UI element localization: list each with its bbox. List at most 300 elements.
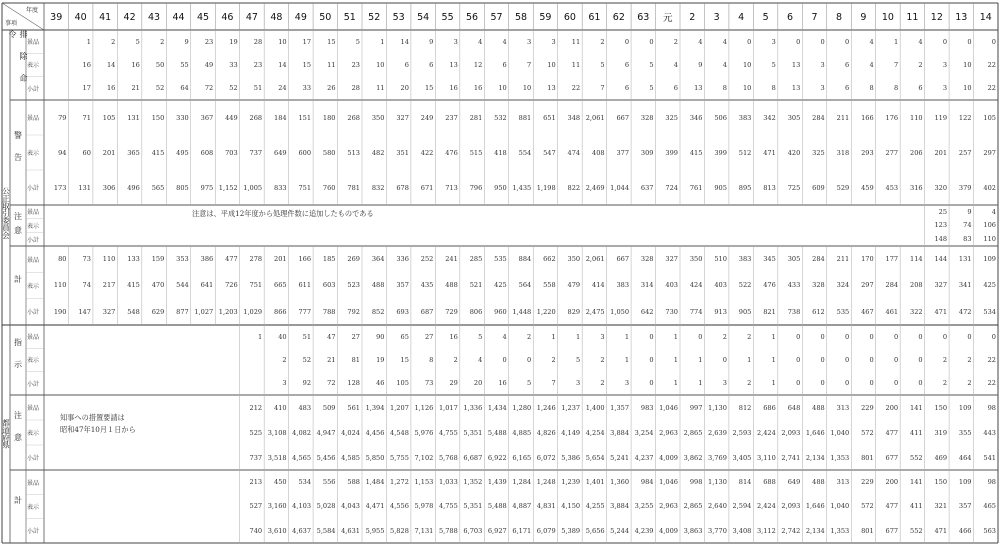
- chui-lower-cell: 4,237: [634, 453, 654, 462]
- kei-lower-cell: 1,439: [487, 478, 507, 487]
- meirei-cell: 15: [302, 60, 312, 69]
- keikoku-cell: 1,198: [536, 183, 556, 192]
- meirei-cell: 17: [302, 37, 312, 46]
- row-sub-label: 景品: [27, 209, 40, 217]
- meirei-cell: 55: [180, 60, 189, 69]
- keikoku-cell: 94: [58, 148, 67, 157]
- keikoku-cell: 306: [102, 183, 116, 192]
- meirei-cell: 5: [600, 60, 605, 69]
- keikoku-cell: 725: [787, 183, 801, 192]
- chui-lower-cell: 1,646: [805, 428, 825, 437]
- kei-lower-cell: 984: [640, 478, 654, 487]
- kei-lower-cell: 1,353: [830, 526, 850, 535]
- shiji-cell: 0: [918, 355, 923, 364]
- chui-lower-cell: 319: [934, 428, 948, 437]
- keikoku-cell: 297: [983, 148, 996, 157]
- kei-upper-cell: 383: [616, 281, 630, 290]
- shiji-cell: 0: [820, 379, 825, 388]
- section-label-prefecture: 都道府県: [1, 419, 11, 449]
- kei-upper-cell: 414: [592, 281, 605, 290]
- kei-upper-cell: 327: [665, 255, 678, 264]
- kei-upper-cell: 252: [420, 255, 434, 264]
- keikoku-cell: 348: [567, 113, 581, 122]
- kei-lower-cell: 2,424: [756, 502, 776, 511]
- chui-lower-cell: 1,130: [708, 403, 727, 412]
- meirei-cell: 4: [722, 37, 727, 46]
- meirei-cell: 6: [624, 60, 630, 69]
- chui-lower-cell: 3,769: [708, 453, 727, 462]
- kei-upper-cell: 364: [371, 255, 385, 264]
- kei-lower-cell: 2,963: [659, 502, 678, 511]
- meirei-cell: 23: [253, 60, 263, 69]
- kei-upper-cell: 461: [885, 307, 899, 316]
- keikoku-cell: 367: [200, 113, 214, 122]
- shiji-cell: 0: [918, 332, 923, 341]
- group-label-chui-upper: 注意: [13, 211, 23, 240]
- kei-upper-cell: 433: [787, 281, 801, 290]
- kei-lower-cell: 4,637: [292, 526, 312, 535]
- group-label-chui-lower: 注意: [13, 410, 23, 455]
- shiji-cell: 52: [302, 355, 312, 364]
- keikoku-cell: 822: [567, 183, 581, 192]
- kei-upper-cell: 788: [322, 307, 336, 316]
- keikoku-cell: 377: [616, 148, 630, 157]
- kei-upper-cell: 913: [714, 307, 727, 316]
- keikoku-cell: 131: [78, 183, 91, 192]
- chui-lower-cell: 212: [249, 403, 263, 412]
- shiji-cell: 0: [918, 379, 923, 388]
- keikoku-cell: 713: [445, 183, 458, 192]
- note-lower-line2: 昭和47年10月１日から: [60, 425, 136, 434]
- year-header: 49: [294, 11, 307, 23]
- kei-lower-cell: 998: [689, 478, 703, 487]
- chui-upper-cell: 9: [967, 207, 972, 216]
- kei-upper-cell: 284: [885, 281, 899, 290]
- shiji-cell: 0: [820, 332, 825, 341]
- kei-upper-cell: 1,027: [194, 307, 214, 316]
- kei-upper-cell: 170: [861, 255, 874, 264]
- meirei-cell: 10: [742, 60, 752, 69]
- chui-lower-cell: 3,110: [756, 453, 776, 462]
- chui-lower-cell: 488: [812, 403, 825, 412]
- chui-lower-cell: 5,386: [561, 453, 581, 462]
- kei-upper-cell: 611: [298, 281, 312, 290]
- chui-lower-cell: 1,017: [438, 403, 458, 412]
- kei-lower-cell: 4,755: [438, 502, 458, 511]
- keikoku-cell: 512: [738, 148, 752, 157]
- corner-label-item: 事項: [5, 20, 18, 27]
- kei-lower-cell: 471: [934, 526, 948, 535]
- keikoku-cell: 600: [298, 148, 312, 157]
- kei-upper-cell: 190: [53, 307, 67, 316]
- shiji-cell: 7: [551, 379, 556, 388]
- keikoku-cell: 60: [82, 148, 91, 157]
- kei-upper-cell: 2,061: [585, 255, 605, 264]
- year-header: 50: [319, 11, 332, 23]
- chui-lower-cell: 3,862: [683, 453, 703, 462]
- year-header: 59: [539, 11, 552, 23]
- chui-lower-cell: 5,755: [390, 453, 409, 462]
- year-header: 6: [787, 11, 794, 23]
- kei-upper-cell: 774: [689, 307, 703, 316]
- kei-upper-cell: 884: [518, 255, 532, 264]
- kei-upper-cell: 415: [127, 281, 140, 290]
- shiji-cell: 2: [967, 355, 972, 364]
- shiji-cell: 5: [478, 332, 483, 341]
- meirei-cell: 0: [845, 37, 850, 46]
- shiji-cell: 1: [551, 332, 556, 341]
- keikoku-cell: 330: [176, 113, 189, 122]
- keikoku-cell: 399: [665, 148, 678, 157]
- meirei-cell: 4: [869, 60, 874, 69]
- chui-lower-cell: 2,639: [708, 428, 727, 437]
- kei-upper-cell: 211: [836, 255, 850, 264]
- meirei-cell: 0: [796, 37, 801, 46]
- shiji-cell: 2: [942, 355, 948, 364]
- kei-upper-cell: 877: [176, 307, 189, 316]
- kei-lower-cell: 4,150: [561, 502, 581, 511]
- kei-upper-cell: 109: [983, 255, 996, 264]
- chui-lower-cell: 1,207: [390, 403, 409, 412]
- shiji-cell: 1: [747, 355, 752, 364]
- chui-lower-cell: 801: [861, 453, 874, 462]
- keikoku-cell: 532: [494, 113, 507, 122]
- kei-lower-cell: 1,046: [659, 478, 678, 487]
- meirei-cell: 16: [449, 84, 458, 93]
- keikoku-cell: 805: [176, 183, 189, 192]
- kei-upper-cell: 305: [787, 255, 801, 264]
- chui-lower-cell: 5,768: [438, 453, 458, 462]
- kei-lower-cell: 563: [983, 526, 996, 535]
- meirei-cell: 3: [551, 37, 556, 46]
- chui-lower-cell: 229: [861, 403, 874, 412]
- meirei-cell: 26: [327, 84, 336, 93]
- kei-upper-cell: 383: [738, 255, 752, 264]
- kei-upper-cell: 144: [934, 255, 948, 264]
- corner-label-year: 年度: [26, 7, 39, 14]
- meirei-cell: 13: [547, 84, 556, 93]
- meirei-cell: 28: [351, 84, 360, 93]
- keikoku-cell: 506: [714, 113, 727, 122]
- keikoku-cell: 173: [53, 183, 67, 192]
- chui-upper-cell: 148: [934, 235, 948, 244]
- keikoku-cell: 325: [812, 148, 825, 157]
- meirei-cell: 9: [429, 37, 434, 46]
- shiji-cell: 0: [698, 332, 703, 341]
- meirei-cell: 1: [86, 37, 91, 46]
- meirei-cell: 3: [820, 84, 825, 93]
- shiji-cell: 0: [845, 355, 850, 364]
- kei-upper-cell: 403: [665, 281, 678, 290]
- meirei-cell: 28: [253, 37, 263, 46]
- shiji-cell: 0: [967, 332, 972, 341]
- shiji-cell: 2: [967, 379, 972, 388]
- shiji-cell: 0: [869, 355, 874, 364]
- keikoku-cell: 950: [494, 183, 507, 192]
- meirei-cell: 0: [991, 37, 996, 46]
- row-sub-label: 表示: [27, 430, 40, 437]
- meirei-cell: 0: [967, 37, 972, 46]
- kei-upper-cell: 269: [347, 255, 360, 264]
- row-sub-label: 景品: [27, 256, 40, 264]
- meirei-cell: 6: [673, 84, 678, 93]
- chui-lower-cell: 686: [763, 403, 776, 412]
- keikoku-cell: 482: [371, 148, 385, 157]
- kei-upper-cell: 386: [200, 255, 214, 264]
- year-header: 42: [123, 11, 136, 23]
- chui-lower-cell: 3,518: [267, 453, 287, 462]
- shiji-cell: 2: [747, 332, 752, 341]
- meirei-cell: 5: [771, 60, 776, 69]
- meirei-cell: 2: [918, 60, 923, 69]
- meirei-cell: 16: [131, 60, 140, 69]
- shiji-cell: 5: [575, 355, 581, 364]
- meirei-cell: 7: [527, 60, 532, 69]
- meirei-cell: 6: [502, 60, 507, 69]
- kei-lower-cell: 534: [298, 478, 312, 487]
- chui-lower-cell: 3,884: [610, 428, 630, 437]
- meirei-cell: 6: [429, 60, 434, 69]
- chui-lower-cell: 1,394: [365, 403, 385, 412]
- chui-lower-cell: 4,947: [316, 428, 336, 437]
- chui-lower-cell: 200: [885, 403, 899, 412]
- meirei-cell: 13: [694, 84, 703, 93]
- shiji-cell: 105: [396, 379, 409, 388]
- shiji-cell: 0: [796, 379, 801, 388]
- meirei-cell: 21: [131, 84, 140, 93]
- keikoku-cell: 206: [910, 148, 923, 157]
- keikoku-cell: 513: [347, 148, 360, 157]
- kei-lower-cell: 5,656: [585, 526, 605, 535]
- chui-lower-cell: 464: [958, 453, 972, 462]
- keikoku-cell: 637: [640, 183, 654, 192]
- keikoku-cell: 474: [567, 148, 581, 157]
- meirei-cell: 24: [278, 84, 287, 93]
- kei-upper-cell: 73: [82, 255, 91, 264]
- shiji-cell: 5: [527, 379, 532, 388]
- shiji-cell: 1: [771, 379, 776, 388]
- meirei-cell: 0: [942, 37, 948, 46]
- keikoku-cell: 422: [420, 148, 434, 157]
- keikoku-cell: 760: [322, 183, 336, 192]
- chui-lower-cell: 483: [298, 403, 312, 412]
- shiji-cell: 27: [351, 332, 360, 341]
- meirei-cell: 8: [722, 84, 727, 93]
- chui-lower-cell: 3,254: [634, 428, 654, 437]
- meirei-cell: 6: [845, 60, 850, 69]
- keikoku-cell: 105: [102, 113, 116, 122]
- chui-lower-cell: 443: [983, 428, 996, 437]
- chui-lower-cell: 1,126: [414, 403, 434, 412]
- kei-upper-cell: 327: [934, 281, 948, 290]
- keikoku-cell: 122: [958, 113, 972, 122]
- shiji-cell: 0: [942, 332, 948, 341]
- kei-lower-cell: 1,401: [585, 478, 605, 487]
- kei-lower-cell: 1,352: [463, 478, 483, 487]
- shiji-cell: 81: [351, 355, 360, 364]
- meirei-cell: 2: [673, 37, 678, 46]
- kei-lower-cell: 1,130: [708, 478, 727, 487]
- kei-lower-cell: 3,863: [683, 526, 703, 535]
- kei-upper-cell: 114: [910, 255, 923, 264]
- year-header: 57: [490, 11, 503, 23]
- section-label-ftc: 公正取引委員会: [1, 186, 11, 239]
- meirei-cell: 8: [771, 84, 776, 93]
- group-label-kei-upper: 計: [13, 274, 23, 297]
- chui-lower-cell: 572: [861, 428, 874, 437]
- meirei-cell: 19: [229, 37, 238, 46]
- meirei-cell: 50: [155, 60, 165, 69]
- kei-lower-cell: 321: [934, 502, 948, 511]
- kei-upper-cell: 425: [983, 281, 996, 290]
- kei-lower-cell: 801: [861, 526, 874, 535]
- kei-upper-cell: 324: [836, 281, 850, 290]
- keikoku-cell: 402: [983, 183, 996, 192]
- chui-lower-cell: 150: [934, 403, 948, 412]
- kei-lower-cell: 1,153: [414, 478, 434, 487]
- meirei-cell: 2: [111, 37, 116, 46]
- kei-lower-cell: 5,351: [463, 502, 483, 511]
- kei-upper-cell: 738: [787, 307, 801, 316]
- keikoku-cell: 293: [861, 148, 874, 157]
- keikoku-cell: 895: [738, 183, 752, 192]
- meirei-cell: 10: [547, 60, 556, 69]
- chui-lower-cell: 2,741: [781, 453, 801, 462]
- shiji-cell: 22: [987, 379, 996, 388]
- kei-lower-cell: 357: [958, 502, 972, 511]
- keikoku-cell: 418: [494, 148, 507, 157]
- group-label-meirei: 排除命令: [8, 30, 28, 96]
- meirei-cell: 7: [893, 60, 899, 69]
- meirei-cell: 14: [400, 37, 409, 46]
- kei-upper-cell: 284: [812, 255, 825, 264]
- meirei-cell: 10: [963, 60, 972, 69]
- shiji-cell: 40: [278, 332, 287, 341]
- meirei-cell: 10: [742, 84, 752, 93]
- kei-upper-cell: 353: [176, 255, 189, 264]
- keikoku-cell: 383: [738, 113, 752, 122]
- chui-lower-cell: 469: [934, 453, 948, 462]
- shiji-cell: 72: [327, 379, 336, 388]
- kei-lower-cell: 5,389: [561, 526, 581, 535]
- row-sub-label: 小計: [27, 236, 40, 244]
- year-header: 58: [514, 11, 528, 23]
- chui-lower-cell: 1,357: [610, 403, 630, 412]
- meirei-cell: 3: [527, 37, 532, 46]
- chui-lower-cell: 737: [249, 453, 263, 462]
- kei-upper-cell: 425: [494, 281, 507, 290]
- year-header: 44: [172, 11, 185, 23]
- kei-lower-cell: 2,640: [708, 502, 727, 511]
- kei-upper-cell: 642: [640, 307, 654, 316]
- meirei-cell: 3: [453, 37, 458, 46]
- year-header: 63: [637, 11, 650, 23]
- keikoku-cell: 150: [151, 113, 165, 122]
- kei-upper-cell: 131: [958, 255, 972, 264]
- kei-lower-cell: 477: [885, 502, 899, 511]
- chui-lower-cell: 4,548: [390, 428, 409, 437]
- meirei-cell: 8: [869, 84, 874, 93]
- keikoku-cell: 257: [958, 148, 972, 157]
- kei-upper-cell: 852: [371, 307, 385, 316]
- chui-lower-cell: 1,046: [659, 403, 678, 412]
- kei-lower-cell: 1,248: [536, 478, 556, 487]
- year-header: 53: [392, 11, 405, 23]
- keikoku-cell: 365: [127, 148, 140, 157]
- kei-upper-cell: 217: [102, 281, 116, 290]
- keikoku-cell: 832: [371, 183, 385, 192]
- shiji-cell: 0: [845, 332, 850, 341]
- year-header: 61: [588, 11, 601, 23]
- keikoku-cell: 737: [249, 148, 263, 157]
- kei-lower-cell: 5,028: [316, 502, 336, 511]
- kei-upper-cell: 278: [249, 255, 263, 264]
- keikoku-cell: 833: [274, 183, 287, 192]
- meirei-cell: 9: [698, 60, 703, 69]
- kei-lower-cell: 588: [347, 478, 360, 487]
- kei-upper-cell: 792: [347, 307, 360, 316]
- chui-lower-cell: 4,826: [536, 428, 556, 437]
- shiji-cell: 19: [376, 355, 385, 364]
- kei-lower-cell: 740: [249, 526, 263, 535]
- keikoku-cell: 415: [689, 148, 703, 157]
- shiji-cell: 0: [869, 379, 874, 388]
- kei-lower-cell: 814: [738, 478, 752, 487]
- kei-upper-cell: 166: [298, 255, 312, 264]
- chui-lower-cell: 355: [958, 428, 972, 437]
- kei-upper-cell: 544: [176, 281, 189, 290]
- chui-upper-cell: 110: [983, 235, 996, 244]
- kei-upper-cell: 1,203: [218, 307, 238, 316]
- meirei-cell: 16: [473, 84, 483, 93]
- kei-upper-cell: 521: [469, 281, 483, 290]
- kei-upper-cell: 821: [763, 307, 776, 316]
- meirei-cell: 1: [893, 37, 899, 46]
- year-header: 39: [50, 11, 63, 23]
- chui-lower-cell: 2,593: [732, 428, 752, 437]
- keikoku-cell: 1,435: [512, 183, 532, 192]
- shiji-cell: 2: [600, 379, 605, 388]
- meirei-cell: 0: [747, 37, 752, 46]
- kei-upper-cell: 2,475: [585, 307, 605, 316]
- kei-upper-cell: 603: [322, 281, 336, 290]
- kei-lower-cell: 4,255: [585, 502, 605, 511]
- meirei-cell: 72: [204, 84, 214, 93]
- keikoku-cell: 110: [910, 113, 923, 122]
- kei-upper-cell: 829: [567, 307, 581, 316]
- chui-lower-cell: 5,351: [463, 428, 483, 437]
- kei-upper-cell: 424: [689, 281, 703, 290]
- chui-lower-cell: 109: [958, 403, 972, 412]
- chui-lower-cell: 6,165: [512, 453, 532, 462]
- meirei-cell: 52: [155, 84, 165, 93]
- row-sub-label: 景品: [27, 115, 40, 122]
- row-sub-label: 景品: [27, 39, 40, 47]
- shiji-cell: 21: [327, 355, 336, 364]
- shiji-cell: 1: [771, 355, 776, 364]
- keikoku-cell: 420: [787, 148, 801, 157]
- kei-upper-cell: 314: [640, 281, 654, 290]
- kei-lower-cell: 4,631: [341, 526, 360, 535]
- shiji-cell: 0: [502, 355, 507, 364]
- year-header: 13: [955, 11, 968, 23]
- keikoku-cell: 277: [885, 148, 899, 157]
- meirei-cell: 11: [571, 60, 581, 69]
- keikoku-cell: 180: [322, 113, 336, 122]
- chui-upper-cell: 4: [991, 207, 996, 216]
- kei-upper-cell: 777: [298, 307, 312, 316]
- chui-lower-cell: 4,009: [659, 453, 678, 462]
